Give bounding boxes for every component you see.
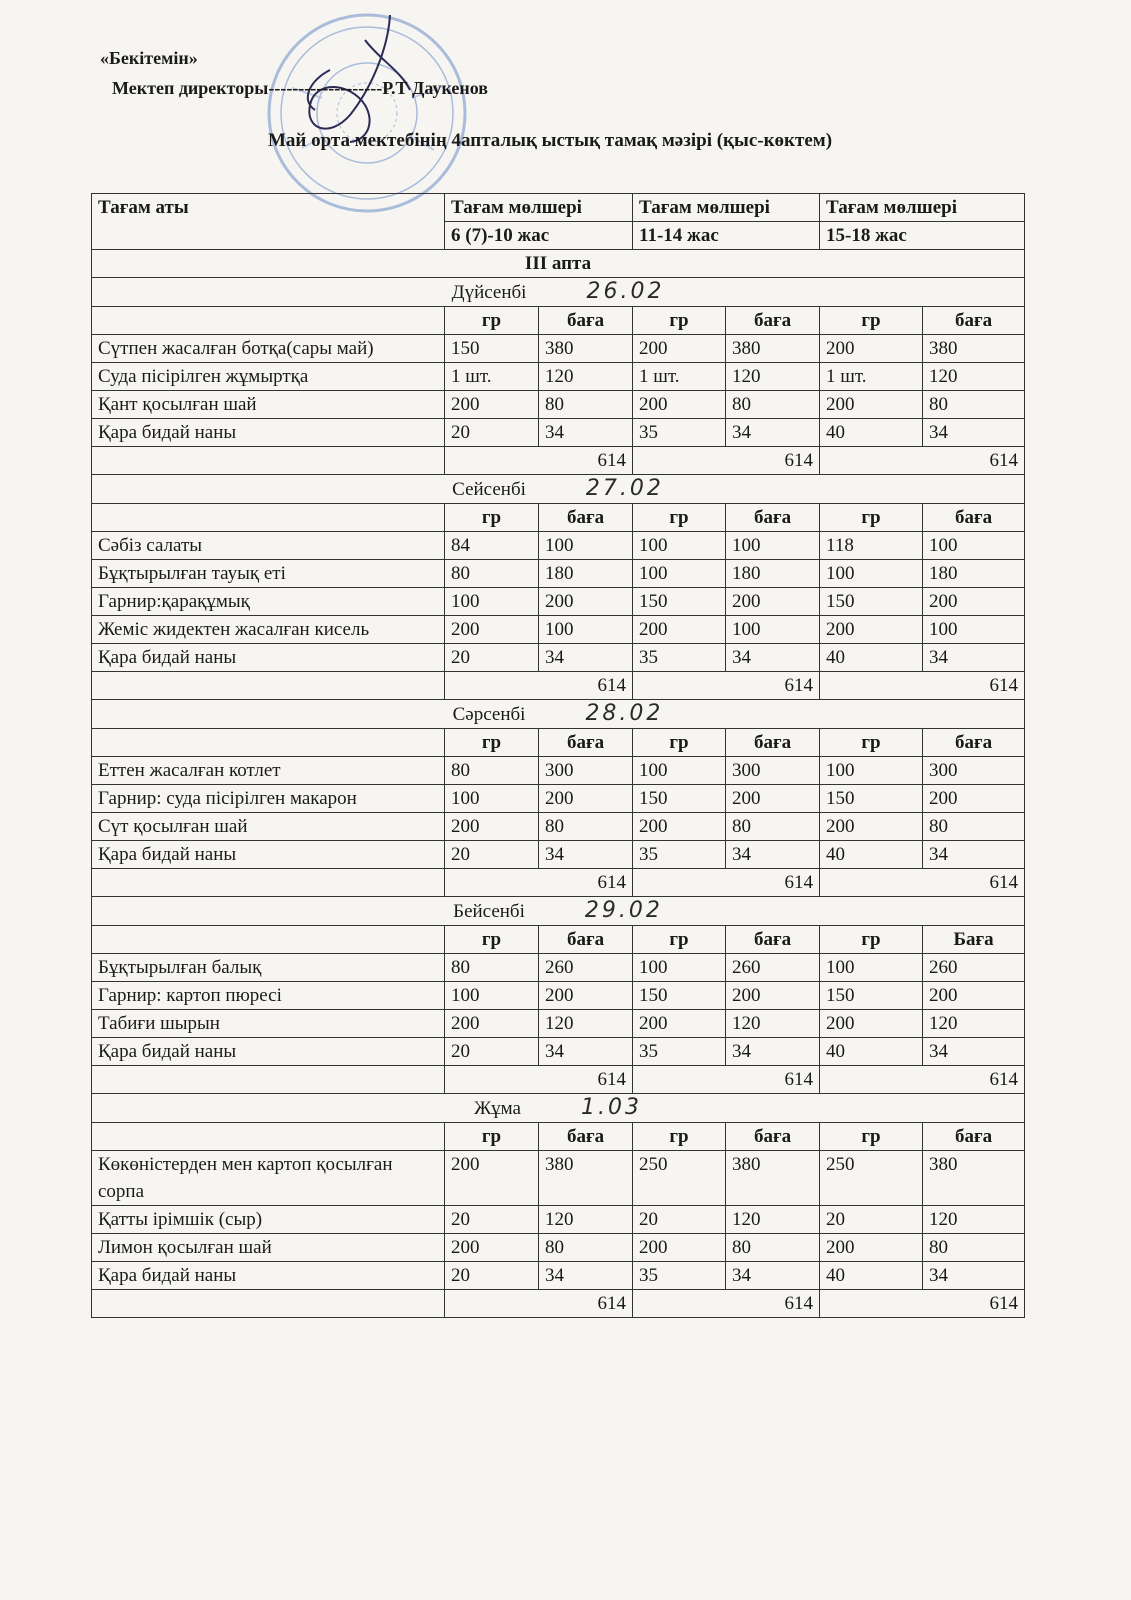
dish-price: 100: [539, 616, 633, 644]
total-blank-cell: [92, 1290, 445, 1318]
day-total: 614: [820, 447, 1025, 475]
dish-grams: 200: [633, 391, 726, 419]
day-date: 1.03: [580, 1095, 642, 1120]
dish-name: Сүтпен жасалған ботқа(сары май): [92, 335, 445, 363]
total-row: [92, 447, 1025, 475]
dish-grams: 20: [445, 1038, 539, 1066]
unit-price: баға: [923, 307, 1025, 335]
day-date: 27.02: [585, 476, 664, 501]
unit-grams: гр: [633, 926, 726, 954]
age-group-1: 6 (7)-10 жас: [445, 222, 633, 250]
dish-row: [92, 1010, 1025, 1038]
dish-price: 180: [539, 560, 633, 588]
dish-grams: 200: [633, 1234, 726, 1262]
dish-grams: 1 шт.: [820, 363, 923, 391]
header-row: [92, 194, 1025, 222]
dish-price: 34: [923, 1038, 1025, 1066]
unit-grams: гр: [820, 504, 923, 532]
dish-grams: 150: [820, 588, 923, 616]
dish-price: 34: [726, 644, 820, 672]
portion-header-3: Тағам мөлшері: [820, 194, 1025, 222]
unit-row: [92, 926, 1025, 954]
total-blank-cell: [92, 447, 445, 475]
age-group-2: 11-14 жас: [633, 222, 820, 250]
unit-grams: гр: [820, 1123, 923, 1151]
dish-grams: 35: [633, 419, 726, 447]
dish-row: [92, 1206, 1025, 1234]
dish-name: Гарнир: картоп пюресі: [92, 982, 445, 1010]
unit-price: баға: [539, 1123, 633, 1151]
dish-price: 120: [726, 1206, 820, 1234]
dish-row: [92, 335, 1025, 363]
dish-grams: 200: [633, 616, 726, 644]
unit-row: [92, 729, 1025, 757]
dish-name: Қара бидай наны: [92, 1262, 445, 1290]
unit-price: баға: [726, 504, 820, 532]
dish-price: 200: [539, 588, 633, 616]
dish-row: [92, 982, 1025, 1010]
unit-grams: гр: [633, 1123, 726, 1151]
day-row: [92, 897, 1025, 926]
dish-price: 34: [923, 1262, 1025, 1290]
unit-grams: гр: [445, 729, 539, 757]
dish-grams: 20: [445, 644, 539, 672]
dish-name: Бұқтырылған балық: [92, 954, 445, 982]
dish-price: 34: [539, 1262, 633, 1290]
dish-grams: 100: [820, 757, 923, 785]
dish-name: Жеміс жидектен жасалған кисель: [92, 616, 445, 644]
day-row: [92, 475, 1025, 504]
dish-price: 34: [923, 419, 1025, 447]
dish-row: [92, 757, 1025, 785]
unit-blank-cell: [92, 504, 445, 532]
dish-grams: 20: [445, 841, 539, 869]
dish-row: [92, 419, 1025, 447]
dish-grams: 100: [445, 982, 539, 1010]
dish-grams: 20: [445, 1262, 539, 1290]
dish-grams: 100: [445, 785, 539, 813]
dish-grams: 150: [633, 982, 726, 1010]
unit-grams: гр: [820, 729, 923, 757]
dish-grams: 200: [633, 1010, 726, 1038]
total-blank-cell: [92, 672, 445, 700]
unit-price: баға: [539, 926, 633, 954]
dish-row: [92, 391, 1025, 419]
dish-grams: 200: [445, 1234, 539, 1262]
unit-blank-cell: [92, 729, 445, 757]
dish-grams: 150: [633, 785, 726, 813]
dish-price: 100: [726, 532, 820, 560]
day-date: 29.02: [584, 898, 663, 923]
dish-grams: 200: [445, 1151, 539, 1206]
unit-grams: гр: [445, 1123, 539, 1151]
dish-grams: 200: [445, 616, 539, 644]
dish-price: 34: [726, 841, 820, 869]
dish-row: [92, 1038, 1025, 1066]
dish-grams: 200: [445, 813, 539, 841]
unit-price: баға: [539, 307, 633, 335]
dish-name: Суда пісірілген жұмыртқа: [92, 363, 445, 391]
dish-price: 80: [726, 391, 820, 419]
dish-name: Көкөністерден мен картоп қосылған сорпа: [92, 1151, 445, 1206]
dish-row: [92, 785, 1025, 813]
dish-price: 120: [923, 1010, 1025, 1038]
day-total: 614: [820, 672, 1025, 700]
dish-grams: 20: [820, 1206, 923, 1234]
dish-grams: 35: [633, 841, 726, 869]
dish-price: 120: [923, 1206, 1025, 1234]
dish-row: [92, 813, 1025, 841]
dish-grams: 150: [445, 335, 539, 363]
day-name: Жұма: [474, 1098, 521, 1119]
dish-price: 300: [923, 757, 1025, 785]
dish-name: Қатты ірімшік (сыр): [92, 1206, 445, 1234]
dish-price: 34: [539, 419, 633, 447]
page-title: Май орта мектебінің 4апталық ыстық тамақ мәзірі (қыс-көктем): [267, 130, 833, 151]
dish-row: [92, 560, 1025, 588]
dish-price: 380: [726, 335, 820, 363]
dish-price: 260: [726, 954, 820, 982]
day-total: 614: [633, 447, 820, 475]
dish-price: 80: [539, 1234, 633, 1262]
dish-grams: 118: [820, 532, 923, 560]
dish-grams: 100: [633, 757, 726, 785]
unit-price: баға: [539, 729, 633, 757]
dish-grams: 200: [445, 391, 539, 419]
dish-grams: 100: [820, 954, 923, 982]
day-total: 614: [445, 447, 633, 475]
dish-price: 120: [539, 1206, 633, 1234]
unit-price: баға: [923, 504, 1025, 532]
dish-price: 180: [726, 560, 820, 588]
dish-price: 200: [923, 785, 1025, 813]
unit-grams: гр: [445, 307, 539, 335]
dish-grams: 100: [633, 532, 726, 560]
dish-grams: 84: [445, 532, 539, 560]
dish-grams: 20: [445, 1206, 539, 1234]
dish-name: Лимон қосылған шай: [92, 1234, 445, 1262]
dish-name: Сүт қосылған шай: [92, 813, 445, 841]
dish-price: 100: [923, 532, 1025, 560]
dish-price: 80: [539, 391, 633, 419]
portion-header-1: Тағам мөлшері: [445, 194, 633, 222]
dish-grams: 1 шт.: [633, 363, 726, 391]
unit-blank-cell: [92, 926, 445, 954]
dish-price: 80: [923, 813, 1025, 841]
dish-grams: 100: [633, 954, 726, 982]
day-header: [92, 700, 1025, 729]
dish-price: 200: [726, 588, 820, 616]
unit-grams: гр: [445, 504, 539, 532]
dish-grams: 150: [820, 982, 923, 1010]
dish-price: 80: [726, 1234, 820, 1262]
unit-row: [92, 1123, 1025, 1151]
week-label: III апта: [92, 250, 1025, 278]
dish-grams: 200: [445, 1010, 539, 1038]
dish-price: 80: [539, 813, 633, 841]
dish-row: [92, 588, 1025, 616]
unit-blank-cell: [92, 1123, 445, 1151]
total-blank-cell: [92, 1066, 445, 1094]
dish-price: 100: [923, 616, 1025, 644]
approval-label: «Бекітемін»: [100, 48, 198, 68]
dish-price: 380: [923, 335, 1025, 363]
day-date: 28.02: [585, 701, 664, 726]
dish-name-header: Тағам аты: [92, 194, 445, 250]
day-total: 614: [445, 1066, 633, 1094]
dish-price: 300: [539, 757, 633, 785]
dish-grams: 35: [633, 644, 726, 672]
dish-price: 34: [539, 841, 633, 869]
total-row: [92, 869, 1025, 897]
dish-price: 34: [726, 419, 820, 447]
unit-grams: гр: [820, 307, 923, 335]
dish-price: 260: [923, 954, 1025, 982]
day-header: [92, 1094, 1025, 1123]
dish-grams: 150: [633, 588, 726, 616]
dish-row: [92, 1234, 1025, 1262]
dish-price: 260: [539, 954, 633, 982]
dish-grams: 200: [633, 335, 726, 363]
dish-grams: 80: [445, 560, 539, 588]
dish-row: [92, 616, 1025, 644]
unit-price: баға: [539, 504, 633, 532]
dish-row: [92, 841, 1025, 869]
dish-row: [92, 1151, 1025, 1206]
dish-price: 100: [726, 616, 820, 644]
unit-price: баға: [726, 926, 820, 954]
unit-price: баға: [726, 307, 820, 335]
dish-name: Бұқтырылған тауық еті: [92, 560, 445, 588]
day-total: 614: [633, 1066, 820, 1094]
dish-grams: 20: [633, 1206, 726, 1234]
dish-name: Қант қосылған шай: [92, 391, 445, 419]
dish-grams: 20: [445, 419, 539, 447]
dish-price: 200: [923, 588, 1025, 616]
total-blank-cell: [92, 869, 445, 897]
dish-price: 34: [726, 1038, 820, 1066]
dish-grams: 35: [633, 1262, 726, 1290]
dish-grams: 35: [633, 1038, 726, 1066]
dish-price: 34: [539, 1038, 633, 1066]
dish-price: 120: [539, 363, 633, 391]
week-row: [92, 250, 1025, 278]
day-name: Сейсенбі: [452, 479, 526, 500]
total-row: [92, 1066, 1025, 1094]
dish-grams: 200: [820, 1234, 923, 1262]
unit-blank-cell: [92, 307, 445, 335]
dish-price: 380: [539, 1151, 633, 1206]
dish-grams: 80: [445, 954, 539, 982]
dish-name: Еттен жасалған котлет: [92, 757, 445, 785]
day-row: [92, 700, 1025, 729]
dish-price: 200: [539, 982, 633, 1010]
day-total: 614: [633, 672, 820, 700]
unit-price: баға: [923, 729, 1025, 757]
dish-grams: 200: [820, 616, 923, 644]
unit-grams: гр: [633, 729, 726, 757]
day-total: 614: [445, 869, 633, 897]
director-line: Мектеп директоры-------------------Р.Т Даукенов: [112, 78, 488, 98]
dish-grams: 200: [633, 813, 726, 841]
dish-grams: 100: [820, 560, 923, 588]
dish-price: 120: [726, 363, 820, 391]
unit-price: Баға: [923, 926, 1025, 954]
day-total: 614: [633, 1290, 820, 1318]
dish-grams: 40: [820, 841, 923, 869]
unit-price: баға: [923, 1123, 1025, 1151]
unit-row: [92, 307, 1025, 335]
unit-price: баға: [726, 1123, 820, 1151]
dish-price: 120: [539, 1010, 633, 1038]
dish-price: 80: [923, 1234, 1025, 1262]
dish-price: 80: [923, 391, 1025, 419]
dish-name: Қара бидай наны: [92, 1038, 445, 1066]
dish-grams: 40: [820, 644, 923, 672]
portion-header-2: Тағам мөлшері: [633, 194, 820, 222]
dish-grams: 40: [820, 1038, 923, 1066]
dish-grams: 200: [820, 1010, 923, 1038]
dish-row: [92, 644, 1025, 672]
day-row: [92, 278, 1025, 307]
unit-grams: гр: [820, 926, 923, 954]
day-row: [92, 1094, 1025, 1123]
dish-name: Қара бидай наны: [92, 644, 445, 672]
dish-grams: 250: [820, 1151, 923, 1206]
dish-price: 200: [726, 982, 820, 1010]
day-total: 614: [820, 1290, 1025, 1318]
dish-grams: 80: [445, 757, 539, 785]
day-total: 614: [445, 1290, 633, 1318]
dish-grams: 150: [820, 785, 923, 813]
unit-grams: гр: [633, 504, 726, 532]
dish-price: 120: [923, 363, 1025, 391]
dish-price: 120: [726, 1010, 820, 1038]
dish-grams: 200: [820, 335, 923, 363]
unit-grams: гр: [633, 307, 726, 335]
dish-name: Қара бидай наны: [92, 419, 445, 447]
dish-price: 200: [923, 982, 1025, 1010]
dish-price: 380: [539, 335, 633, 363]
dish-grams: 100: [633, 560, 726, 588]
dish-row: [92, 532, 1025, 560]
unit-row: [92, 504, 1025, 532]
dish-row: [92, 363, 1025, 391]
dish-price: 34: [726, 1262, 820, 1290]
dish-price: 34: [539, 644, 633, 672]
day-total: 614: [820, 869, 1025, 897]
dish-row: [92, 954, 1025, 982]
dish-grams: 40: [820, 419, 923, 447]
dish-grams: 200: [820, 813, 923, 841]
unit-price: баға: [726, 729, 820, 757]
dish-name: Қара бидай наны: [92, 841, 445, 869]
day-name: Бейсенбі: [453, 901, 525, 922]
dish-price: 34: [923, 841, 1025, 869]
dish-grams: 200: [820, 391, 923, 419]
dish-price: 300: [726, 757, 820, 785]
dish-grams: 100: [445, 588, 539, 616]
dish-price: 200: [539, 785, 633, 813]
day-header: [92, 475, 1025, 504]
day-name: Дүйсенбі: [451, 282, 527, 303]
dish-price: 80: [726, 813, 820, 841]
dish-price: 380: [726, 1151, 820, 1206]
dish-price: 34: [923, 644, 1025, 672]
dish-name: Гарнир:қарақұмық: [92, 588, 445, 616]
dish-name: Сәбіз салаты: [92, 532, 445, 560]
unit-grams: гр: [445, 926, 539, 954]
day-header: [92, 278, 1025, 307]
total-row: [92, 1290, 1025, 1318]
day-header: [92, 897, 1025, 926]
dish-row: [92, 1262, 1025, 1290]
dish-grams: 250: [633, 1151, 726, 1206]
dish-grams: 1 шт.: [445, 363, 539, 391]
dish-grams: 40: [820, 1262, 923, 1290]
dish-name: Гарнир: суда пісірілген макарон: [92, 785, 445, 813]
age-group-3: 15-18 жас: [820, 222, 1025, 250]
day-total: 614: [633, 869, 820, 897]
dish-price: 200: [726, 785, 820, 813]
total-row: [92, 672, 1025, 700]
day-date: 26.02: [586, 279, 665, 304]
day-name: Сәрсенбі: [452, 704, 526, 725]
dish-price: 100: [539, 532, 633, 560]
dish-price: 380: [923, 1151, 1025, 1206]
day-total: 614: [445, 672, 633, 700]
menu-table: [91, 193, 1025, 1318]
day-total: 614: [820, 1066, 1025, 1094]
dish-price: 180: [923, 560, 1025, 588]
dish-name: Табиғи шырын: [92, 1010, 445, 1038]
